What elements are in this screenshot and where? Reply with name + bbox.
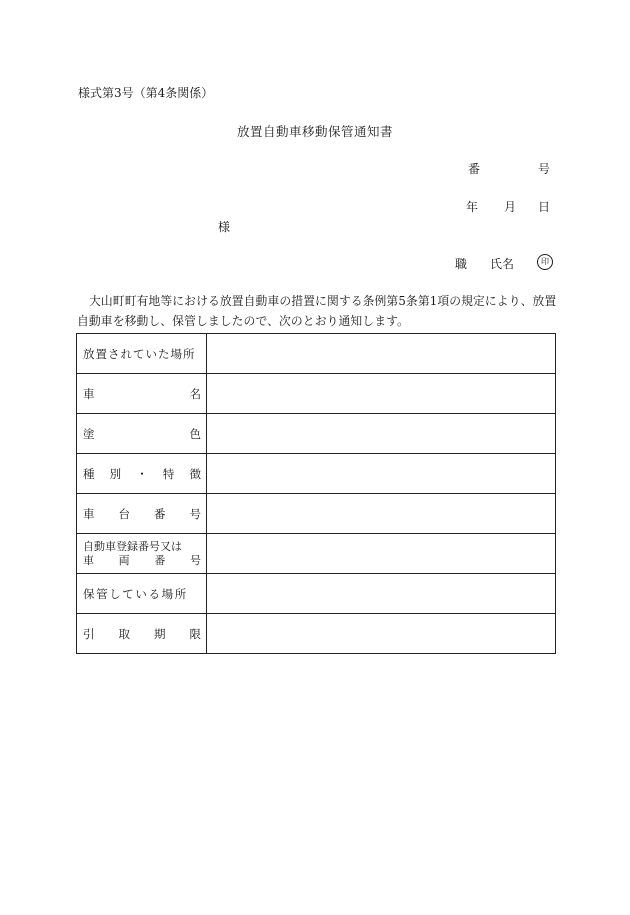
label-char: 号: [189, 553, 201, 567]
row-value-cell: [207, 494, 556, 534]
row-value-cell: [207, 334, 556, 374]
table-row: [77, 454, 556, 494]
official-name-label: 氏名: [490, 257, 515, 271]
label-char: 限: [189, 626, 201, 641]
number-suffix: 号: [538, 162, 551, 176]
label-char: 特: [162, 466, 175, 481]
label-char: 名: [189, 386, 201, 401]
label-char: 号: [189, 506, 201, 521]
row-value-cell: [207, 614, 556, 654]
table-row: [77, 374, 556, 414]
label-line-1: 自動車登録番号又は: [83, 539, 182, 553]
row-value-cell: [207, 454, 556, 494]
label-text: 放置されていた場所: [83, 346, 196, 361]
row-label: [77, 414, 207, 454]
day-label: 日: [538, 200, 551, 214]
form-number: 様式第3号（第4条関係）: [78, 86, 214, 100]
table-row: [77, 334, 556, 374]
table-row: [77, 614, 556, 654]
row-label: [77, 374, 207, 414]
label-char: 塗: [83, 426, 95, 441]
row-value-cell: [207, 574, 556, 614]
month-label: 月: [504, 200, 517, 214]
addressee-honorific: 様: [218, 220, 231, 234]
row-value-cell: [207, 414, 556, 454]
year-label: 年: [466, 200, 479, 214]
table-row: [77, 414, 556, 454]
seal-stamp-icon: 印: [537, 254, 553, 270]
label-char: 徴: [189, 466, 201, 481]
number-label: 番: [468, 162, 481, 176]
label-char: 色: [189, 426, 201, 441]
table-row: [77, 494, 556, 534]
label-char: 取: [118, 626, 130, 641]
document-title: 放置自動車移動保管通知書: [236, 124, 393, 139]
official-title-label: 職: [455, 257, 468, 271]
label-text: 保管している場所: [83, 586, 188, 601]
row-label: [77, 334, 207, 374]
label-char: 車: [83, 386, 95, 401]
label-char: 別: [109, 466, 122, 481]
label-char: 番: [154, 553, 166, 567]
row-label: [77, 454, 207, 494]
label-char: 台: [118, 506, 130, 521]
signature-line: [455, 255, 552, 271]
label-char: 車: [83, 553, 94, 567]
row-label: [77, 534, 207, 574]
label-char: 両: [118, 553, 130, 567]
row-label: [77, 574, 207, 614]
label-char: 期: [154, 626, 166, 641]
label-char: 引: [83, 626, 95, 641]
row-label: [77, 494, 207, 534]
table-row: [77, 574, 556, 614]
notice-body-text: 大山町町有地等における放置自動車の措置に関する条例第5条第1項の規定により、放置自動車を移動し、保管しましたので、次のとおり通知します。: [77, 294, 557, 328]
label-char: ・: [136, 466, 148, 481]
row-value-cell: [207, 374, 556, 414]
label-char: 種: [83, 466, 95, 481]
label-char: 車: [83, 506, 95, 521]
row-label: [77, 614, 207, 654]
label-char: 番: [154, 506, 166, 521]
details-table: [76, 333, 556, 654]
table-row: [77, 534, 556, 574]
row-value-cell: [207, 534, 556, 574]
